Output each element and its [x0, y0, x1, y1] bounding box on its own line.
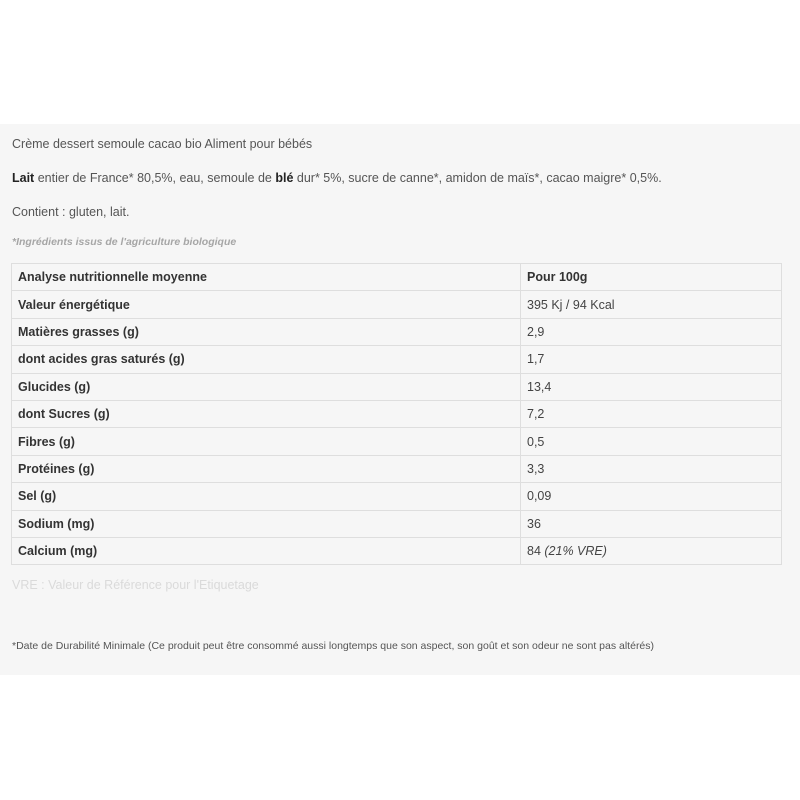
- row-value: 3,3: [521, 455, 782, 482]
- product-title: Crème dessert semoule cacao bio Aliment pour bébés: [12, 137, 313, 151]
- ingredients-text-2: dur* 5%, sucre de canne*, amidon de maïs*, cacao maigre* 0,5%.: [293, 171, 662, 185]
- row-value: 1,7: [521, 346, 782, 373]
- ingredients-text-1: entier de France* 80,5%, eau, semoule de: [34, 171, 276, 185]
- calcium-value: 84: [527, 544, 545, 559]
- ingredient-lait: Lait: [12, 171, 35, 185]
- row-label: Protéines (g): [12, 455, 521, 482]
- product-info-panel: [0, 124, 800, 675]
- allergens-text: Contient : gluten, lait.: [12, 205, 130, 219]
- table-row: [12, 537, 782, 564]
- table-row: [12, 483, 782, 510]
- table-row: [12, 373, 782, 400]
- row-value: 0,5: [521, 428, 782, 455]
- row-label: Matières grasses (g): [12, 318, 521, 345]
- nutrition-table: [11, 263, 782, 565]
- table-row: [12, 291, 782, 318]
- ingredients-list: [12, 171, 662, 185]
- row-value: 7,2: [521, 400, 782, 427]
- ddm-note: *Date de Durabilité Minimale (Ce produit peut être consommé aussi longtemps que son aspect, son goût et son odeur ne sont pas altérés): [12, 640, 655, 652]
- row-value: 395 Kj / 94 Kcal: [521, 291, 782, 318]
- calcium-vre: (21% VRE): [544, 544, 607, 559]
- row-label: Fibres (g): [12, 428, 521, 455]
- row-label: Sodium (mg): [12, 510, 521, 537]
- row-value: 0,09: [521, 483, 782, 510]
- organic-note: *Ingrédients issus de l'agriculture biologique: [12, 236, 237, 248]
- table-row: [12, 428, 782, 455]
- row-label: dont acides gras saturés (g): [12, 346, 521, 373]
- row-label: Sel (g): [12, 483, 521, 510]
- row-label: Calcium (mg): [12, 537, 521, 564]
- vre-note: VRE : Valeur de Référence pour l'Etiquetage: [12, 578, 259, 592]
- table-row: [12, 400, 782, 427]
- row-value: 36: [521, 510, 782, 537]
- row-value: 13,4: [521, 373, 782, 400]
- header-value: Pour 100g: [521, 264, 782, 291]
- table-row: [12, 318, 782, 345]
- row-value: [521, 537, 782, 564]
- row-label: Valeur énergétique: [12, 291, 521, 318]
- table-header-row: [12, 264, 782, 291]
- table-row: [12, 510, 782, 537]
- row-label: dont Sucres (g): [12, 400, 521, 427]
- row-label: Glucides (g): [12, 373, 521, 400]
- table-row: [12, 346, 782, 373]
- ingredient-ble: blé: [275, 171, 294, 185]
- table-row: [12, 455, 782, 482]
- header-label: Analyse nutritionnelle moyenne: [12, 264, 521, 291]
- row-value: 2,9: [521, 318, 782, 345]
